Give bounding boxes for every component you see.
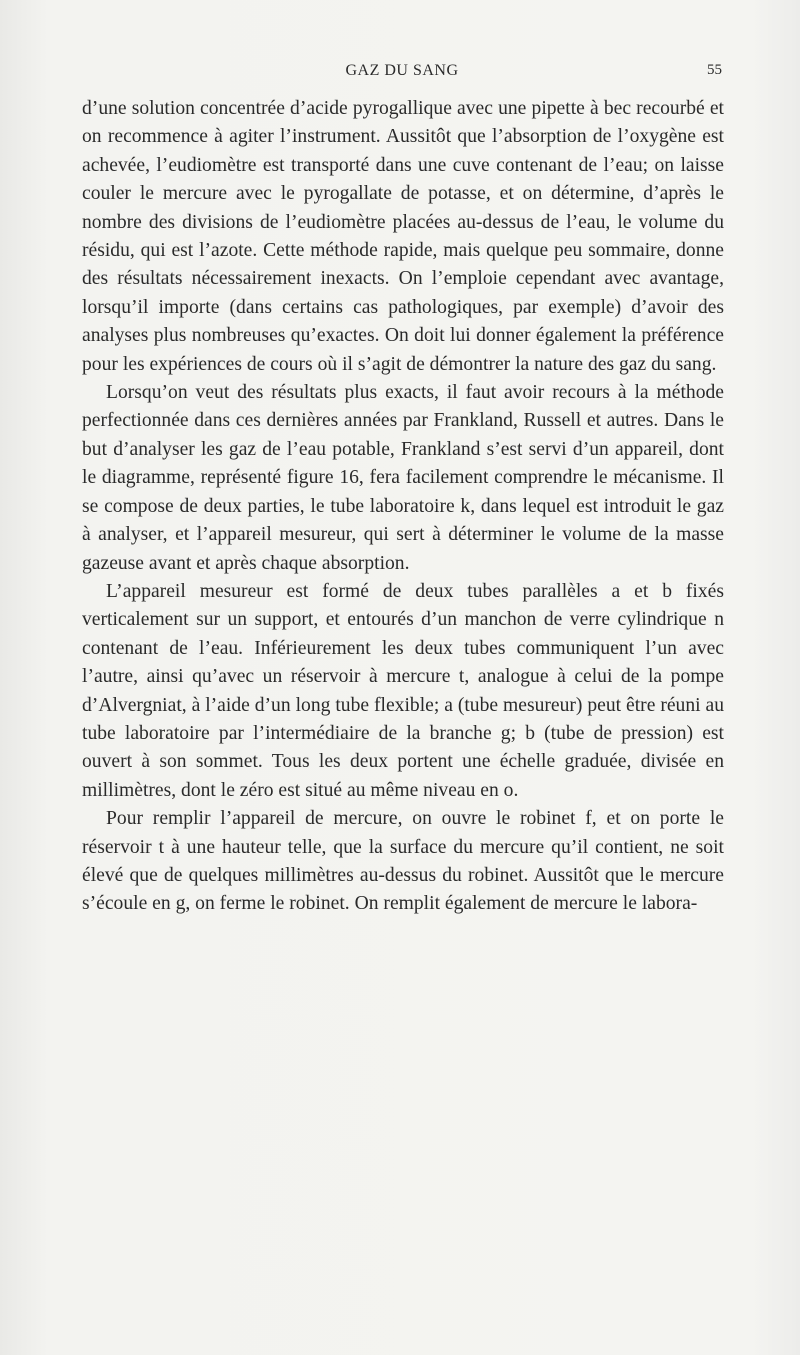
- paragraph: d’une solution concentrée d’acide pyrogallique avec une pipette à bec recourbé et on recommence à agiter l’instrument. Aussitôt que l’absorption de l’oxygène est achevée, l’eudiomètre est transporté dans une cuve contenant de l’eau; on laisse couler le mercure avec le pyrogallate de potasse, et on détermine, d’après le nombre des divisions de l’eudiomètre placées au-dessus de l’eau, le volume du résidu, qui est l’azote. Cette méthode rapide, mais quelque peu sommaire, donne des résultats nécessairement inexacts. On l’emploie cependant avec avantage, lorsqu’il importe (dans certains cas pathologiques, par exemple) d’avoir des analyses plus nombreuses qu’exactes. On doit lui donner également la préférence pour les expériences de cours où il s’agit de démontrer la nature des gaz du sang.: [82, 98, 724, 375]
- running-title: GAZ DU SANG: [345, 62, 459, 79]
- page-header: [82, 62, 722, 86]
- paragraph: Lorsqu’on veut des résultats plus exacts, il faut avoir recours à la méthode perfectionnée dans ces dernières années par Frankland, Russell et autres. Dans le but d’analyser les gaz de l’eau potable, Frankland s’est servi d’un appareil, dont le diagramme, représenté figure 16, fera facilement comprendre le mécanisme. Il se compose de deux parties, le tube laboratoire k, dans lequel est introduit le gaz à analyser, et l’appareil mesureur, qui sert à déterminer le volume de la masse gazeuse avant et après chaque absorption.: [82, 382, 724, 574]
- body-text: [82, 95, 724, 919]
- paragraph: L’appareil mesureur est formé de deux tubes parallèles a et b fixés verticalement sur un support, et entourés d’un manchon de verre cylindrique n contenant de l’eau. Inférieurement les deux tubes communiquent l’un avec l’autre, ainsi qu’avec un réservoir à mercure t, analogue à celui de la pompe d’Alvergniat, à l’aide d’un long tube flexible; a (tube mesureur) peut être réuni au tube laboratoire par l’intermédiaire de la branche g; b (tube de pression) est ouvert à son sommet. Tous les deux portent une échelle graduée, divisée en millimètres, dont le zéro est situé au même niveau en o.: [82, 580, 724, 801]
- page-number: 55: [707, 62, 722, 78]
- paragraph: Pour remplir l’appareil de mercure, on ouvre le robinet f, et on porte le réservoir t à une hauteur telle, que la surface du mercure qu’il contient, ne soit élevé que de quelques millimètres au-dessus du robinet. Aussitôt que le mercure s’écoule en g, on ferme le robinet. On remplit également de mercure le labora-: [82, 808, 724, 915]
